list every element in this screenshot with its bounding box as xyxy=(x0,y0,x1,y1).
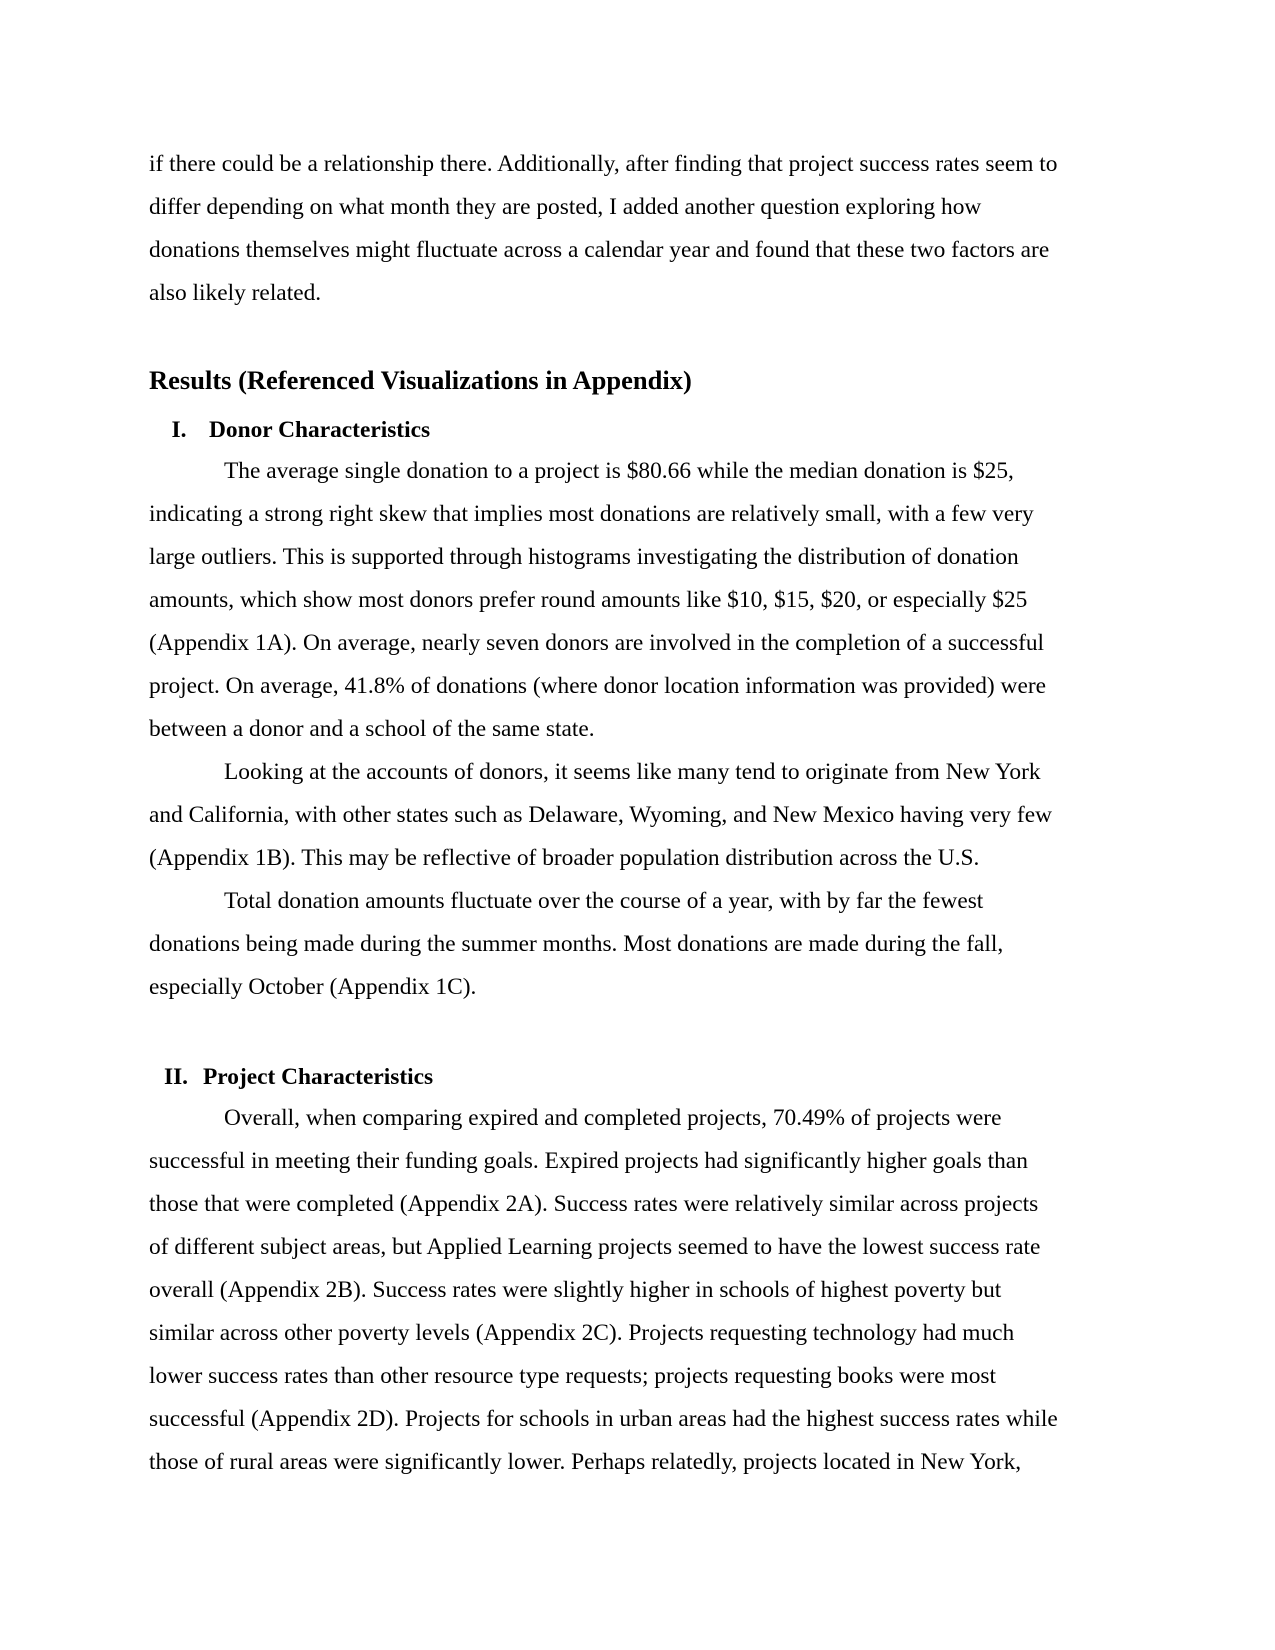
intro-paragraph xyxy=(149,143,1057,315)
text-line: donations being made during the summer months. Most donations are made during the fall, xyxy=(149,931,1004,957)
text-line: amounts, which show most donors prefer round amounts like $10, $15, $20, or especially $25 xyxy=(149,587,1028,613)
text-line: differ depending on what month they are posted, I added another question exploring how xyxy=(149,194,982,220)
text-line: Overall, when comparing expired and completed projects, 70.49% of projects were xyxy=(224,1105,1002,1131)
text-line: (Appendix 1B). This may be reflective of broader population distribution across the U.S. xyxy=(149,845,980,871)
text-line: similar across other poverty levels (Appendix 2C). Projects requesting technology had much xyxy=(149,1320,1015,1346)
text-line: indicating a strong right skew that implies most donations are relatively small, with a few very xyxy=(149,501,1034,527)
section-body-donor-characteristics xyxy=(149,450,1052,1009)
text-line: lower success rates than other resource type requests; projects requesting books were most xyxy=(149,1363,996,1389)
text-line: of different subject areas, but Applied Learning projects seemed to have the lowest success rate xyxy=(149,1234,1041,1260)
text-line: overall (Appendix 2B). Success rates were slightly higher in schools of highest poverty but xyxy=(149,1277,1002,1303)
section-numeral: II. xyxy=(163,1064,189,1090)
text-line: large outliers. This is supported through histograms investigating the distribution of donation xyxy=(149,544,1019,570)
text-line: also likely related. xyxy=(149,280,322,306)
text-line: between a donor and a school of the same state. xyxy=(149,716,595,742)
section-heading-project-characteristics xyxy=(149,1063,433,1091)
paragraph xyxy=(149,1097,1058,1484)
text-line: (Appendix 1A). On average, nearly seven donors are involved in the completion of a successful xyxy=(149,630,1045,656)
text-line: The average single donation to a project is $80.66 while the median donation is $25, xyxy=(224,458,1014,484)
text-line: project. On average, 41.8% of donations (where donor location information was provided) were xyxy=(149,673,1046,699)
paragraph xyxy=(149,450,1052,751)
text-line: successful (Appendix 2D). Projects for schools in urban areas had the highest success rates while xyxy=(149,1406,1058,1432)
results-heading: Results (Referenced Visualizations in Appendix) xyxy=(149,365,692,395)
text-line: if there could be a relationship there. Additionally, after finding that project success rates seem to xyxy=(149,151,1058,177)
text-line: Total donation amounts fluctuate over the course of a year, with by far the fewest xyxy=(224,888,984,914)
section-title: Donor Characteristics xyxy=(209,417,431,443)
section-body-project-characteristics xyxy=(149,1097,1058,1484)
section-title: Project Characteristics xyxy=(203,1064,434,1090)
text-line: and California, with other states such as Delaware, Wyoming, and New Mexico having very few xyxy=(149,802,1052,828)
text-line: those of rural areas were significantly lower. Perhaps relatedly, projects located in New York, xyxy=(149,1449,1022,1475)
text-line: successful in meeting their funding goals. Expired projects had significantly higher goals than xyxy=(149,1148,1028,1174)
paragraph xyxy=(149,880,1052,1009)
text-line: Looking at the accounts of donors, it seems like many tend to originate from New York xyxy=(224,759,1041,785)
section-heading-donor-characteristics xyxy=(149,416,430,444)
text-line: especially October (Appendix 1C). xyxy=(149,974,477,1000)
paragraph xyxy=(149,751,1052,880)
section-numeral: I. xyxy=(171,417,187,443)
text-line: those that were completed (Appendix 2A). Success rates were relatively similar across projects xyxy=(149,1191,1039,1217)
text-line: donations themselves might fluctuate across a calendar year and found that these two factors are xyxy=(149,237,1050,263)
